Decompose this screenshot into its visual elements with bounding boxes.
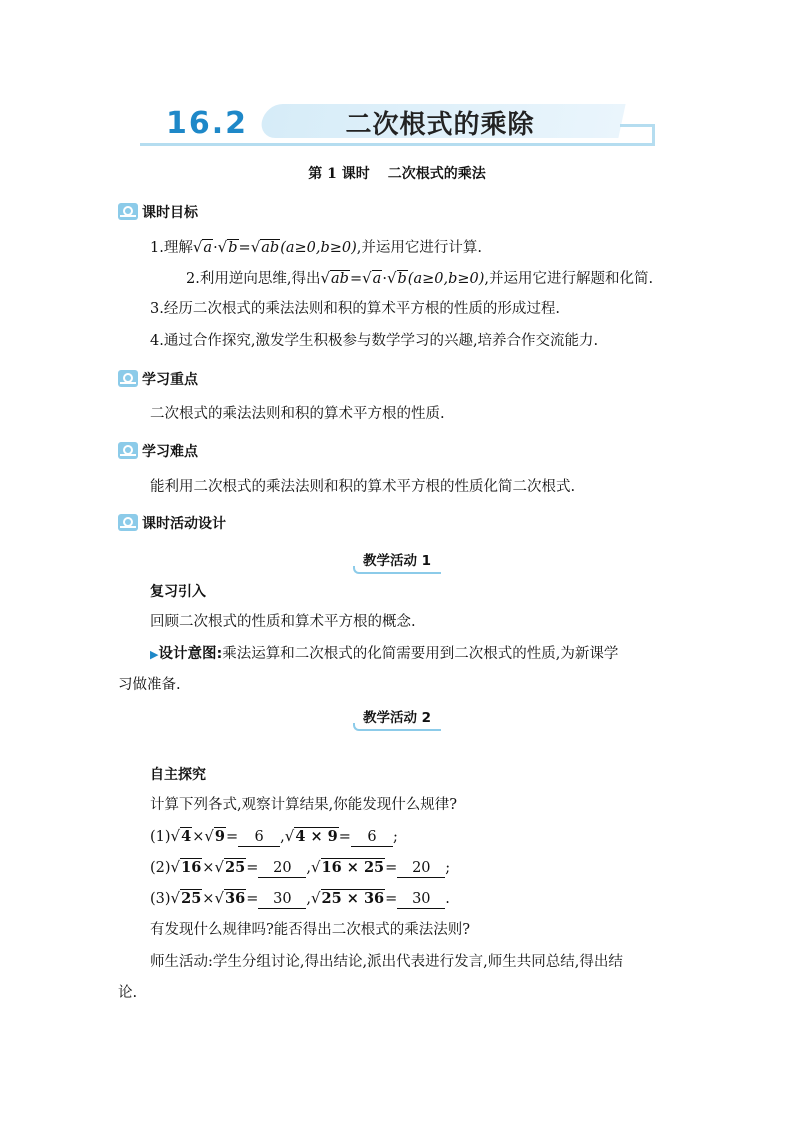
exercise-2: (2)√16×√25= 20 ,√16 × 25= 20 ;	[150, 858, 451, 876]
activity-underline	[353, 566, 441, 574]
radicand-b: 36	[225, 890, 246, 907]
activity-1-intent-cont: 习做准备.	[118, 677, 181, 693]
radicand-product: 4 × 9	[295, 828, 338, 845]
answer-blank: 20	[258, 859, 306, 878]
objective-1-suffix: ,并运用它进行计算.	[356, 240, 483, 256]
banner-tab-line	[620, 124, 654, 127]
exercise-number: (3)	[150, 891, 171, 907]
activity-1-text: 回顾二次根式的性质和算术平方根的概念.	[150, 614, 416, 630]
objective-4: 4.通过合作探究,激发学生积极参与数学学习的兴趣,培养合作交流能力.	[150, 333, 599, 349]
section-number: 16.2	[166, 106, 249, 141]
activity-1-heading	[0, 549, 794, 572]
section-marker-icon	[118, 514, 138, 531]
intent-label: 设计意图:	[158, 646, 223, 662]
radicand-a: 25	[181, 890, 202, 907]
objective-2-suffix: ,并运用它进行解题和化简.	[484, 271, 654, 287]
section-marker-icon	[118, 442, 138, 459]
exercise-1: (1)√4×√9= 6 ,√4 × 9= 6 ;	[150, 827, 398, 845]
exercise-number: (2)	[150, 860, 171, 876]
triangle-marker-icon: ▶	[150, 648, 159, 661]
activity-2-heading	[0, 706, 794, 729]
banner-right-line	[652, 124, 655, 145]
radicand-b: 9	[214, 828, 226, 845]
objective-2-condition: (a≥0,b≥0)	[407, 271, 485, 287]
activity-1-subhead: 复习引入	[150, 584, 206, 600]
activity-2-prompt: 计算下列各式,观察计算结果,你能发现什么规律?	[150, 797, 457, 813]
section-marker-icon	[118, 203, 138, 220]
activity-2-label: 教学活动 2	[362, 710, 432, 726]
exercise-end: ;	[392, 829, 398, 845]
focus-text: 二次根式的乘法法则和积的算术平方根的性质.	[150, 406, 445, 422]
radicand-b: 25	[225, 859, 246, 876]
lesson-title	[0, 163, 794, 183]
activity-2-teacher-student-cont: 论.	[118, 985, 138, 1001]
activity-1-intent	[150, 644, 618, 665]
radicand-a: 4	[181, 828, 192, 845]
exercise-3: (3)√25×√36= 30 ,√25 × 36= 30 .	[150, 889, 450, 907]
section-title: 二次根式的乘除	[345, 110, 535, 140]
answer-blank: 6	[351, 828, 393, 847]
objective-1-prefix: 1.理解	[150, 240, 193, 256]
answer-blank: 30	[397, 890, 445, 909]
section-marker-icon	[118, 370, 138, 387]
activity-2-teacher-student: 师生活动:学生分组讨论,得出结论,派出代表进行发言,师生共同总结,得出结	[150, 954, 623, 970]
objective-3: 3.经历二次根式的乘法法则和积的算术平方根的性质的形成过程.	[150, 301, 560, 317]
lesson-name: 二次根式的乘法	[387, 166, 486, 182]
objective-2-prefix: 2.利用逆向思维,得出	[186, 271, 321, 287]
answer-blank: 6	[238, 828, 280, 847]
answer-blank: 20	[397, 859, 445, 878]
exercise-end: ;	[445, 860, 451, 876]
activity-2-subhead: 自主探究	[150, 767, 206, 783]
activity-underline	[353, 723, 441, 731]
answer-blank: 30	[258, 890, 306, 909]
activity-2-question: 有发现什么规律吗?能否得出二次根式的乘法法则?	[150, 922, 471, 938]
design-heading-label: 课时活动设计	[142, 516, 226, 532]
focus-heading-label: 学习重点	[142, 372, 198, 388]
activity-1-label: 教学活动 1	[362, 553, 432, 569]
banner-underline	[140, 143, 655, 146]
difficulty-heading-label: 学习难点	[142, 444, 198, 460]
objective-2	[186, 268, 653, 289]
objective-1	[150, 237, 482, 258]
exercise-end: .	[445, 891, 450, 907]
radicand-product: 25 × 36	[321, 890, 385, 907]
objectives-heading-label: 课时目标	[142, 205, 198, 221]
formula-product-rule: √a·√b=√ab	[192, 238, 280, 256]
formula-reverse-rule: √ab=√a·√b	[320, 269, 407, 287]
lesson-label: 第 1 课时	[308, 166, 370, 182]
objective-1-condition: (a≥0,b≥0)	[280, 240, 357, 256]
difficulty-text: 能利用二次根式的乘法法则和积的算术平方根的性质化简二次根式.	[150, 479, 576, 495]
radicand-a: 16	[181, 859, 202, 876]
exercise-number: (1)	[150, 829, 171, 845]
radicand-product: 16 × 25	[321, 859, 385, 876]
intent-text: 乘法运算和二次根式的化简需要用到二次根式的性质,为新课学	[222, 646, 619, 662]
